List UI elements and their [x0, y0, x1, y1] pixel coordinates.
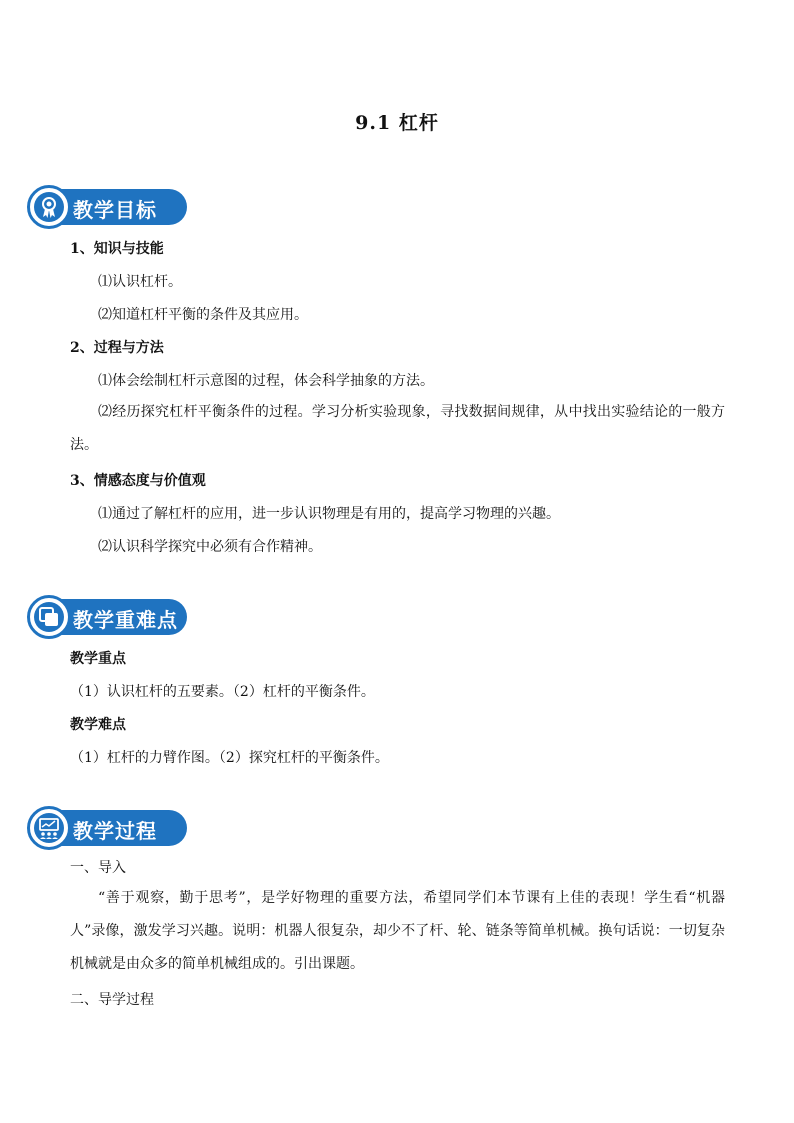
list-item: ⑴体会绘制杠杆示意图的过程，体会科学抽象的方法。 — [98, 373, 434, 389]
list-item: ⑵认识科学探究中必须有合作精神。 — [98, 539, 322, 555]
presentation-icon — [34, 813, 64, 843]
subheading: 1、知识与技能 — [70, 241, 164, 257]
section-heading: 教学重难点 — [73, 608, 178, 632]
subheading: 3、情感态度与价值观 — [70, 473, 206, 489]
stacked-pages-icon — [34, 602, 64, 632]
section-heading: 教学目标 — [73, 198, 157, 222]
body-text: （1）杠杆的力臂作图。（2）探究杠杆的平衡条件。 — [70, 750, 389, 766]
step-heading: 一、导入 — [70, 860, 126, 876]
step-heading: 二、导学过程 — [70, 992, 154, 1008]
process-banner — [27, 806, 187, 850]
subheading: 教学难点 — [70, 717, 126, 733]
body-text: （1）认识杠杆的五要素。（2）杠杆的平衡条件。 — [70, 684, 375, 700]
list-item: ⑴认识杠杆。 — [98, 274, 182, 290]
subheading: 教学重点 — [70, 651, 126, 667]
list-item: ⑵经历探究杠杆平衡条件的过程。学习分析实验现象，寻找数据间规律，从中找出实验结论的一般方法。 — [70, 404, 725, 453]
list-item: ⑴通过了解杠杆的应用，进一步认识物理是有用的，提高学习物理的兴趣。 — [98, 506, 560, 522]
subheading: 2、过程与方法 — [70, 340, 164, 356]
section-heading: 教学过程 — [73, 819, 157, 843]
page-title: 9.1 杠杆 — [355, 112, 439, 134]
key-points-banner — [27, 595, 187, 639]
award-ribbon-icon — [34, 192, 64, 222]
objectives-banner — [27, 185, 187, 229]
list-item: ⑵知道杠杆平衡的条件及其应用。 — [98, 307, 308, 323]
intro-paragraph: “善于观察，勤于思考”，是学好物理的重要方法，希望同学们本节课有上佳的表现！学生看“机器人”录像，激发学习兴趣。说明：机器人很复杂，却少不了杆、轮、链条等简单机械。换句话说：一切复杂机械就是由众多的简单机械组成的。引出课题。 — [70, 890, 725, 972]
